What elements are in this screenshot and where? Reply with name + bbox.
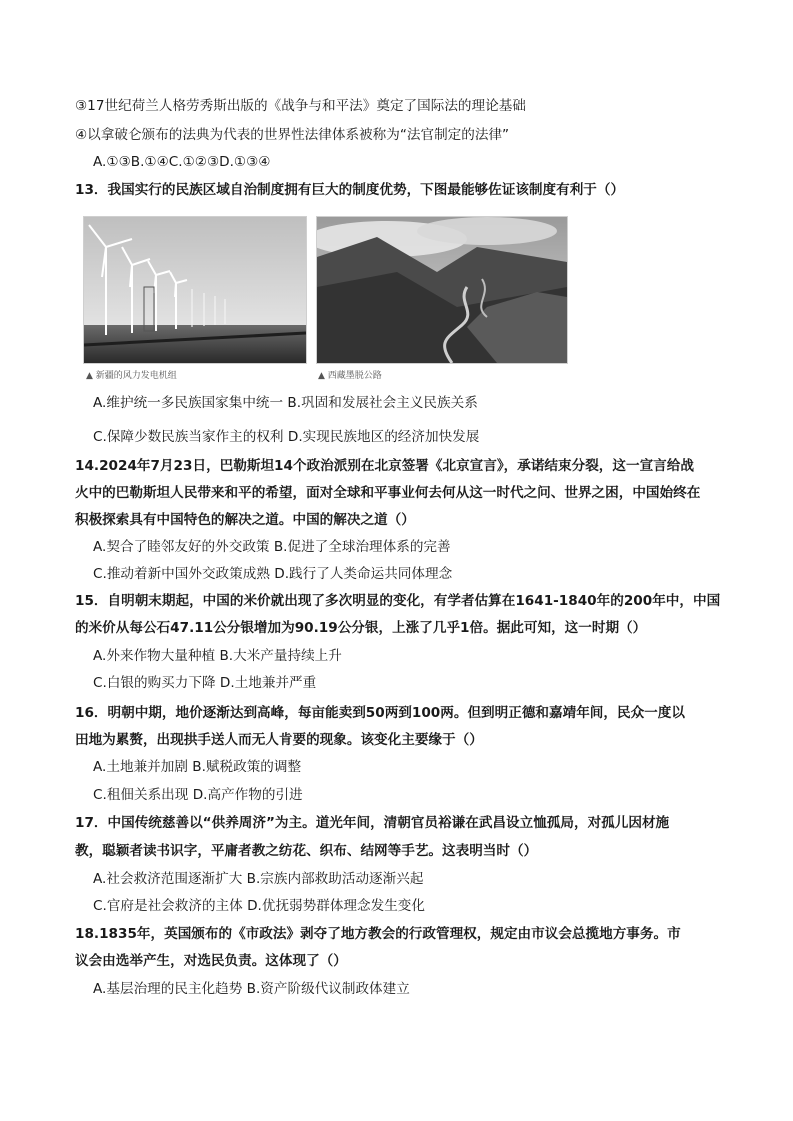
- q16-options-ab: A.土地兼并加剧 B.赋税政策的调整: [93, 759, 302, 775]
- statement-3: ③17世纪荷兰人格劳秀斯出版的《战争与和平法》奠定了国际法的理论基础: [75, 98, 526, 114]
- q16-stem-1: 16．明朝中期，地价逐渐达到高峰，每亩能卖到50两到100两。但到明正德和嘉靖年间，民众一度以: [75, 705, 685, 721]
- q15-stem-1: 15．自明朝末期起，中国的米价就出现了多次明显的变化，有学者估算在1641-1840年的200年中，中国: [75, 593, 721, 609]
- q17-options-ab: A.社会救济范围逐渐扩大 B.宗族内部救助活动逐渐兴起: [93, 871, 424, 887]
- q17-stem-1: 17．中国传统慈善以“供养周济”为主。道光年间，清朝官员裕谦在武昌设立恤孤局，对孤儿因材施: [75, 815, 670, 831]
- left-figure-caption: ▲ 新疆的风力发电机组: [86, 371, 177, 381]
- statement-4: ④以拿破仑颁布的法典为代表的世界性法律体系被称为“法官制定的法律”: [75, 127, 510, 143]
- q14-options-ab: A.契合了睦邻友好的外交政策 B.促进了全球治理体系的完善: [93, 539, 451, 555]
- q14-stem-1: 14.2024年7月23日，巴勒斯坦14个政治派别在北京签署《北京宣言》，承诺结束分裂，这一宣言给战: [75, 458, 694, 474]
- q14-stem-2: 火中的巴勒斯坦人民带来和平的希望，面对全球和平事业何去何从这一时代之问、世界之困，中国始终在: [75, 485, 701, 501]
- q13-options-cd: C.保障少数民族当家作主的权利 D.实现民族地区的经济加快发展: [93, 429, 480, 445]
- q14-options-cd: C.推动着新中国外交政策成熟 D.践行了人类命运共同体理念: [93, 566, 453, 582]
- q15-options-cd: C.白银的购买力下降 D.土地兼并严重: [93, 675, 317, 691]
- q16-stem-2: 田地为累赘，出现拱手送人而无人肯要的现象。该变化主要缘于（）: [75, 732, 483, 748]
- q15-options-ab: A.外来作物大量种植 B.大米产量持续上升: [93, 648, 342, 664]
- q14-stem-3: 积极探索具有中国特色的解决之道。中国的解决之道（）: [75, 512, 415, 528]
- q12-options: A.①③B.①④C.①②③D.①③④: [93, 154, 271, 170]
- q18-options-ab: A.基层治理的民主化趋势 B.资产阶级代议制政体建立: [93, 981, 410, 997]
- mountain-road-photo: [316, 216, 568, 364]
- right-figure-caption: ▲ 西藏墨脱公路: [318, 371, 382, 381]
- wind-turbines-photo: [83, 216, 307, 364]
- q15-stem-2: 的米价从每公石47.11公分银增加为90.19公分银，上涨了几乎1倍。据此可知，这一时期（）: [75, 620, 647, 636]
- q18-stem-1: 18.1835年，英国颁布的《市政法》剥夺了地方教会的行政管理权，规定由市议会总揽地方事务。市: [75, 926, 681, 942]
- q13-options-ab: A.维护统一多民族国家集中统一 B.巩固和发展社会主义民族关系: [93, 395, 478, 411]
- q17-stem-2: 教，聪颖者读书识字，平庸者教之纺花、织布、结网等手艺。这表明当时（）: [75, 843, 538, 859]
- q16-options-cd: C.租佃关系出现 D.高产作物的引进: [93, 787, 303, 803]
- q18-stem-2: 议会由选举产生，对选民负责。这体现了（）: [75, 953, 347, 969]
- q13-stem: 13．我国实行的民族区域自治制度拥有巨大的制度优势，下图最能够佐证该制度有利于（）: [75, 182, 625, 198]
- q17-options-cd: C.官府是社会救济的主体 D.优抚弱势群体理念发生变化: [93, 898, 425, 914]
